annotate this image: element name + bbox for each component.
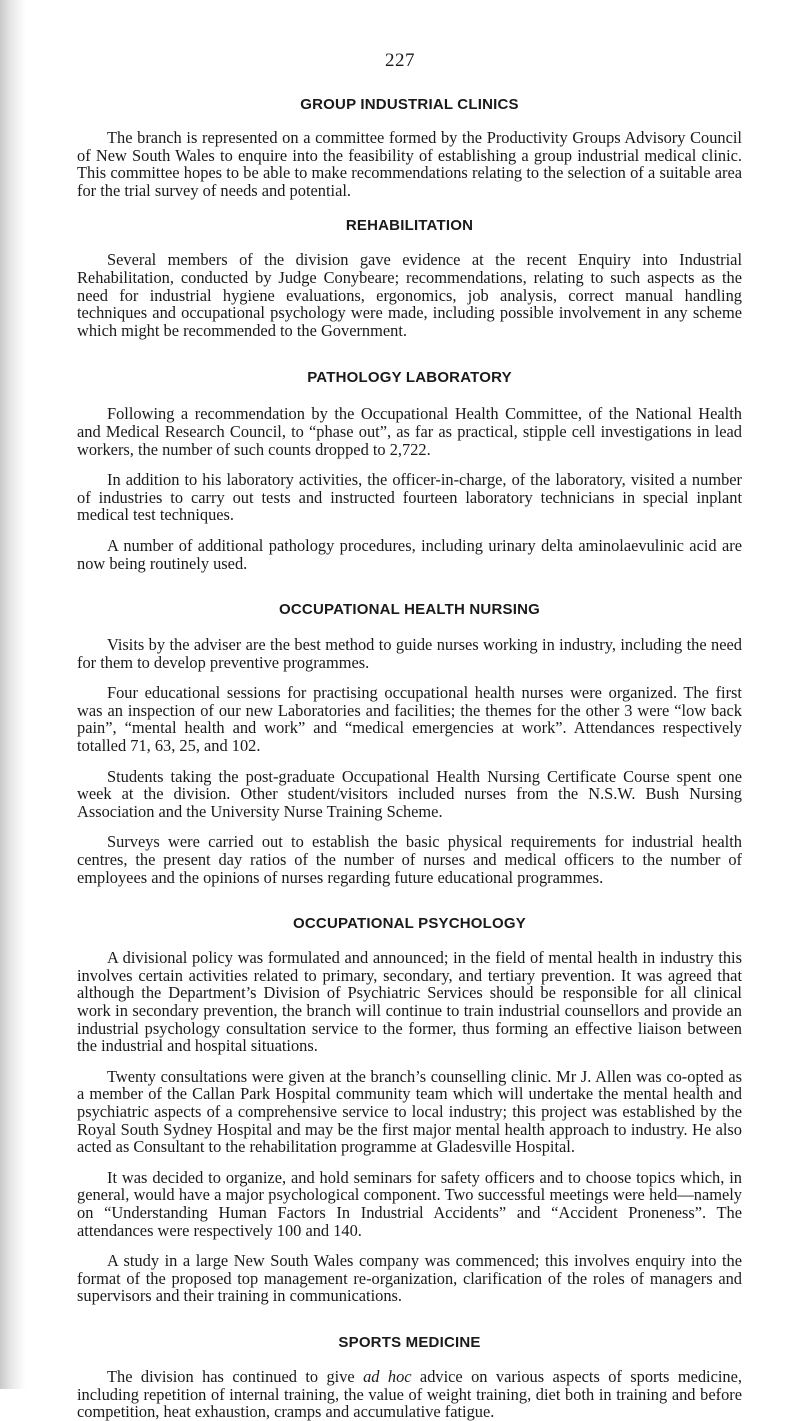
- paragraph: A study in a large New South Wales company was commenced; this involves enquiry into the format of the proposed top management re-organization, clarification of the roles of managers and supervisors and their training in communications.: [77, 1251, 742, 1306]
- heading-pathology-laboratory: PATHOLOGY LABORATORY: [307, 369, 512, 387]
- paragraph: Visits by the adviser are the best method to guide nurses working in industry, including the need for them to develop preventive programmes.: [77, 635, 742, 672]
- paragraph: It was decided to organize, and hold seminars for safety officers and to choose topics which, in general, would have a major psychological component. Two successful meetings were held—namely on “Understanding Human Factors In Industrial Accidents” and “Accident Proneness”. The attendances were respectively 100 and 140.: [77, 1167, 742, 1240]
- paragraph: Several members of the division gave evidence at the recent Enquiry into Industrial Rehabilitation, conducted by Judge Conybeare; recommendations, relating to such aspects as the need for industrial hygiene evaluations, ergonomics, job analysis, correct manual handling techniques and occupational psychology were made, including possible involvement in any scheme which might be recommended to the Government.: [77, 250, 742, 340]
- paragraph: A divisional policy was formulated and announced; in the field of mental health in industry this involves certain activities related to primary, secondary, and tertiary prevention. It was agreed that although the Department’s Division of Psychiatric Services should be responsible for all clinical work in secondary prevention, the branch will continue to train industrial counsellors and provide an industrial psychology consultation service to the former, thus forming an effective liaison between the industrial and hospital situations.: [77, 948, 742, 1056]
- paragraph: Twenty consultations were given at the branch’s counselling clinic. Mr J. Allen was co-opted as a member of the Callan Park Hospital community team which will undertake the mental health and psychiatric aspects of a comprehensive service to local industry; this project was established by the Royal South Sydney Hospital and may be the first major mental health approach to industry. He also acted as Consultant to the rehabilitation programme at Gladesville Hospital.: [77, 1066, 742, 1157]
- paragraph: Students taking the post-graduate Occupational Health Nursing Certificate Course spent one week at the division. Other student/visitors included nurses from the N.S.W. Bush Nursing Association and the University Nurse Training Scheme.: [77, 766, 742, 821]
- paragraph: A number of additional pathology procedures, including urinary delta aminolaevulinic acid are now being routinely used.: [77, 535, 742, 573]
- paragraph: Following a recommendation by the Occupational Health Committee, of the National Health and Medical Research Council, to “phase out”, as far as practical, stipple cell investigations in lead workers, the number of such counts dropped to 2,722.: [77, 404, 742, 459]
- document-body: [77, 96, 742, 1421]
- heading-sports-medicine: SPORTS MEDICINE: [338, 1333, 481, 1351]
- heading-occupational-health-nursing: OCCUPATIONAL HEALTH NURSING: [279, 601, 540, 619]
- heading-occupational-psychology: OCCUPATIONAL PSYCHOLOGY: [293, 915, 526, 933]
- page-edge-shadow: [0, 0, 26, 1389]
- heading-rehabilitation: REHABILITATION: [345, 217, 474, 235]
- heading-group-industrial-clinics: GROUP INDUSTRIAL CLINICS: [300, 96, 519, 113]
- paragraph: In addition to his laboratory activities, the officer-in-charge, of the laboratory, visited a number of industries to carry out tests and instructed fourteen laboratory technicians in special inplant medical test techniques.: [77, 470, 742, 525]
- paragraph: The branch is represented on a committee formed by the Productivity Groups Advisory Council of New South Wales to enquire into the feasibility of establishing a group industrial medical clinic. This committee hopes to be able to make recommendations relating to the selection of a suitable area for the trial survey of needs and potential.: [77, 128, 742, 200]
- page-number: 227: [385, 50, 415, 71]
- paragraph: The division has continued to give ad hoc advice on various aspects of sports medicine, including repetition of internal training, the value of weight training, diet both in training and before competition, heat exhaustion, cramps and accumulative fatigue.: [77, 1366, 742, 1421]
- paragraph: Four educational sessions for practising occupational health nurses were organized. The first was an inspection of our new Laboratories and facilities; the themes for the other 3 were “low back pain”, “mental health and work” and “medical emergencies at work”. Attendances respectively totalled 71, 63, 25, and 102.: [77, 683, 742, 756]
- paragraph: Surveys were carried out to establish the basic physical requirements for industrial health centres, the present day ratios of the number of nurses and medical officers to the number of employees and the opinions of nurses regarding future educational programmes.: [77, 832, 742, 887]
